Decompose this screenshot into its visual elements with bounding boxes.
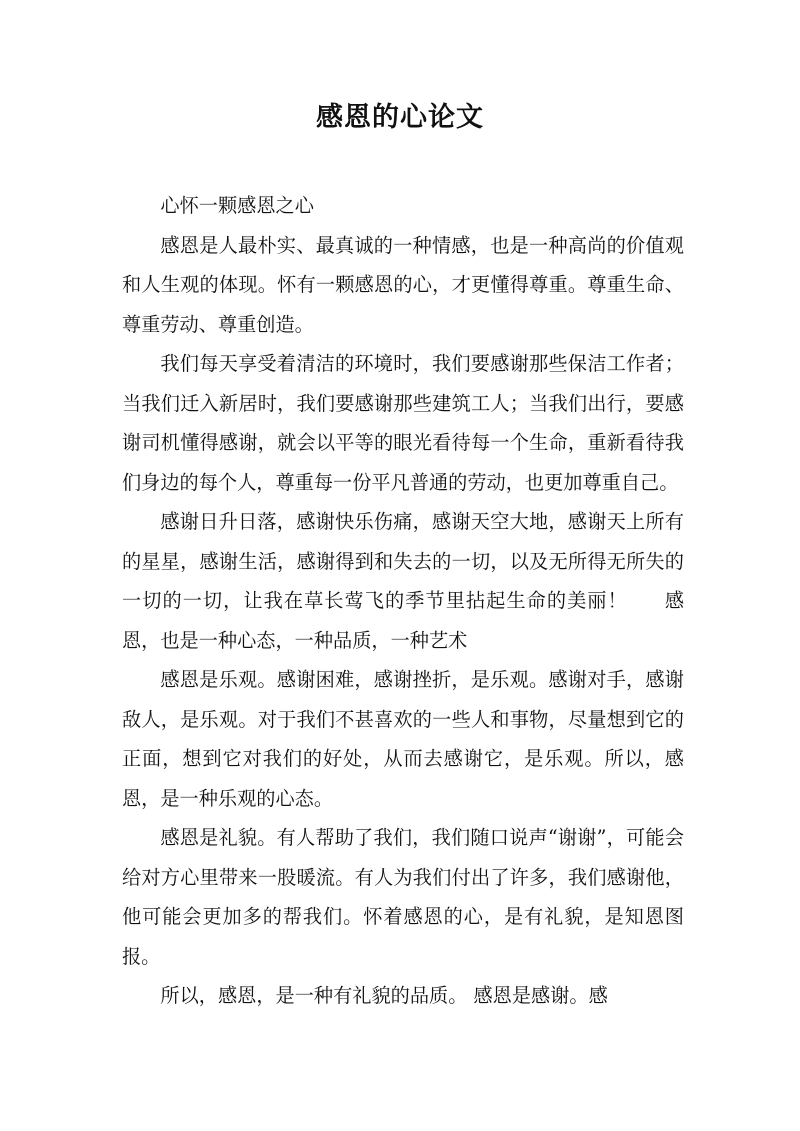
paragraph-text: 感恩，也是一种心态，一种品质，一种艺术 <box>122 589 685 652</box>
paragraph-text: 感谢日升日落，感谢快乐伤痛，感谢天空大地，感谢天上所有的星星，感谢生活，感谢得到和失去的一切，以及无所得无所失的一切的一切，让我在草长莺飞的季节里拈起生命的美丽！ <box>122 510 684 612</box>
page-title: 感恩的心论文 <box>316 102 484 133</box>
paragraph: 所以，感恩，是一种有礼貌的品质。 感恩是感谢。感 <box>160 984 608 1007</box>
paragraph: 我们每天享受着清洁的环境时，我们要感谢那些保洁工作者；当我们迁入新居时，我们要感谢那些建筑工人；当我们出行，要感谢司机懂得感谢，就会以平等的眼光看待每一个生命，重新看待我们身边的每个人，尊重每一份平凡普通的劳动，也更加尊重自己。 <box>122 352 684 494</box>
paragraph: 感恩是乐观。感谢困难，感谢挫折，是乐观。感谢对手，感谢敌人，是乐观。对于我们不甚喜欢的一些人和事物，尽量想到它的正面，想到它对我们的好处，从而去感谢它，是乐观。所以，感恩，是一种乐观的心态。 <box>122 668 684 810</box>
paragraph <box>122 502 684 660</box>
paragraph: 感恩是人最朴实、最真诚的一种情感，也是一种高尚的价值观和人生观的体现。怀有一颗感恩的心，才更懂得尊重。尊重生命、尊重劳动、尊重创造。 <box>122 233 684 336</box>
article-body <box>122 186 684 1016</box>
paragraph-subtitle: 心怀一颗感恩之心 <box>160 194 314 217</box>
paragraph: 感恩是礼貌。有人帮助了我们，我们随口说声“谢谢”，可能会给对方心里带来一股暖流。有人为我们付出了许多，我们感谢他，他可能会更加多的帮我们。怀着感恩的心，是有礼貌，是知恩图报。 <box>122 826 684 968</box>
